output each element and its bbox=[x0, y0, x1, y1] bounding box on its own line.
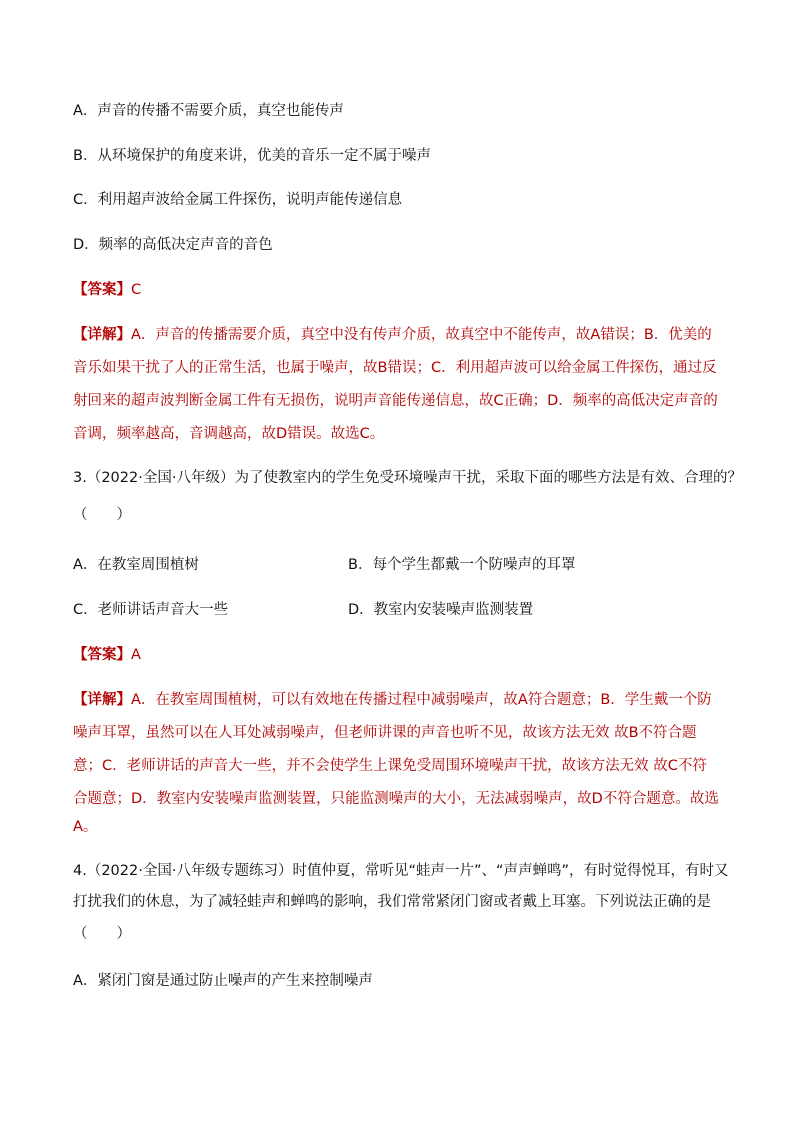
q3-options-row-1 bbox=[73, 555, 734, 575]
q3-detail-line-5: A。 bbox=[73, 819, 98, 835]
q2-detail-line-2: 音乐如果干扰了人的正常生活，也属于噪声，故B错误；C．利用超声波可以给金属工件探伤，通过反 bbox=[73, 360, 717, 376]
q2-option-c: C．利用超声波给金属工件探伤，说明声能传递信息 bbox=[73, 192, 403, 208]
q3-detail-line-4: 合题意；D．教室内安装噪声监测装置，只能监测噪声的大小，无法减弱噪声，故D不符合题意。故选 bbox=[73, 791, 719, 807]
q2-option-b: B．从环境保护的角度来讲，优美的音乐一定不属于噪声 bbox=[73, 148, 431, 164]
answer-value: C bbox=[131, 282, 142, 298]
q2-option-a: A．声音的传播不需要介质，真空也能传声 bbox=[73, 103, 344, 119]
q2-option-d: D．频率的高低决定声音的音色 bbox=[73, 237, 273, 253]
detail-text: A．在教室周围植树，可以有效地在传播过程中减弱噪声，故A符合题意；B．学生戴一个防 bbox=[131, 692, 712, 708]
q2-answer bbox=[73, 280, 734, 300]
answer-value: A bbox=[131, 647, 141, 663]
detail-tag: 【详解】 bbox=[73, 692, 131, 708]
q4-option-a: A．紧闭门窗是通过防止噪声的产生来控制噪声 bbox=[73, 973, 373, 989]
detail-text: A．声音的传播需要介质，真空中没有传声介质，故真空中不能传声，故A错误；B．优美的 bbox=[131, 327, 712, 343]
q2-detail-line-1 bbox=[73, 325, 734, 345]
detail-tag: 【详解】 bbox=[73, 327, 131, 343]
answer-tag: 【答案】 bbox=[73, 282, 131, 298]
q3-detail-line-2: 噪声耳罩，虽然可以在人耳处减弱噪声，但老师讲课的声音也听不见，故该方法无效 故B不符合题 bbox=[73, 725, 697, 741]
q3-option-a: A．在教室周围植树 bbox=[73, 557, 199, 573]
q4-stem-line-1: 4.（2022·全国·八年级专题练习）时值仲夏，常听见“蛙声一片”、“声声蝉鸣”，有时觉得悦耳，有时又 bbox=[73, 863, 729, 879]
q3-option-b: B．每个学生都戴一个防噪声的耳罩 bbox=[348, 557, 576, 573]
q4-stem-line-2: 打扰我们的休息，为了减轻蛙声和蝉鸣的影响，我们常常紧闭门窗或者戴上耳塞。下列说法正确的是 bbox=[73, 894, 711, 910]
q3-detail-line-1 bbox=[73, 690, 734, 710]
q4-stem-line-3: （ ） bbox=[73, 926, 131, 942]
q3-answer bbox=[73, 645, 734, 665]
q3-stem-line-1: 3.（2022·全国·八年级）为了使教室内的学生免受环境噪声干扰，采取下面的哪些方法是有效、合理的？ bbox=[73, 470, 742, 486]
answer-tag: 【答案】 bbox=[73, 647, 131, 663]
q3-options-row-2 bbox=[73, 600, 734, 620]
q3-option-d: D．教室内安装噪声监测装置 bbox=[348, 602, 534, 618]
q3-option-c: C．老师讲话声音大一些 bbox=[73, 602, 229, 618]
q3-detail-line-3: 意；C．老师讲话的声音大一些，并不会使学生上课免受周围环境噪声干扰，故该方法无效 故C不符 bbox=[73, 758, 707, 774]
q2-detail-line-4: 音调，频率越高，音调越高，故D错误。故选C。 bbox=[73, 426, 385, 442]
q2-detail-line-3: 射回来的超声波判断金属工件有无损伤，说明声音能传递信息，故C正确；D．频率的高低决定声音的 bbox=[73, 393, 718, 409]
q3-stem-line-2: （ ） bbox=[73, 507, 131, 523]
